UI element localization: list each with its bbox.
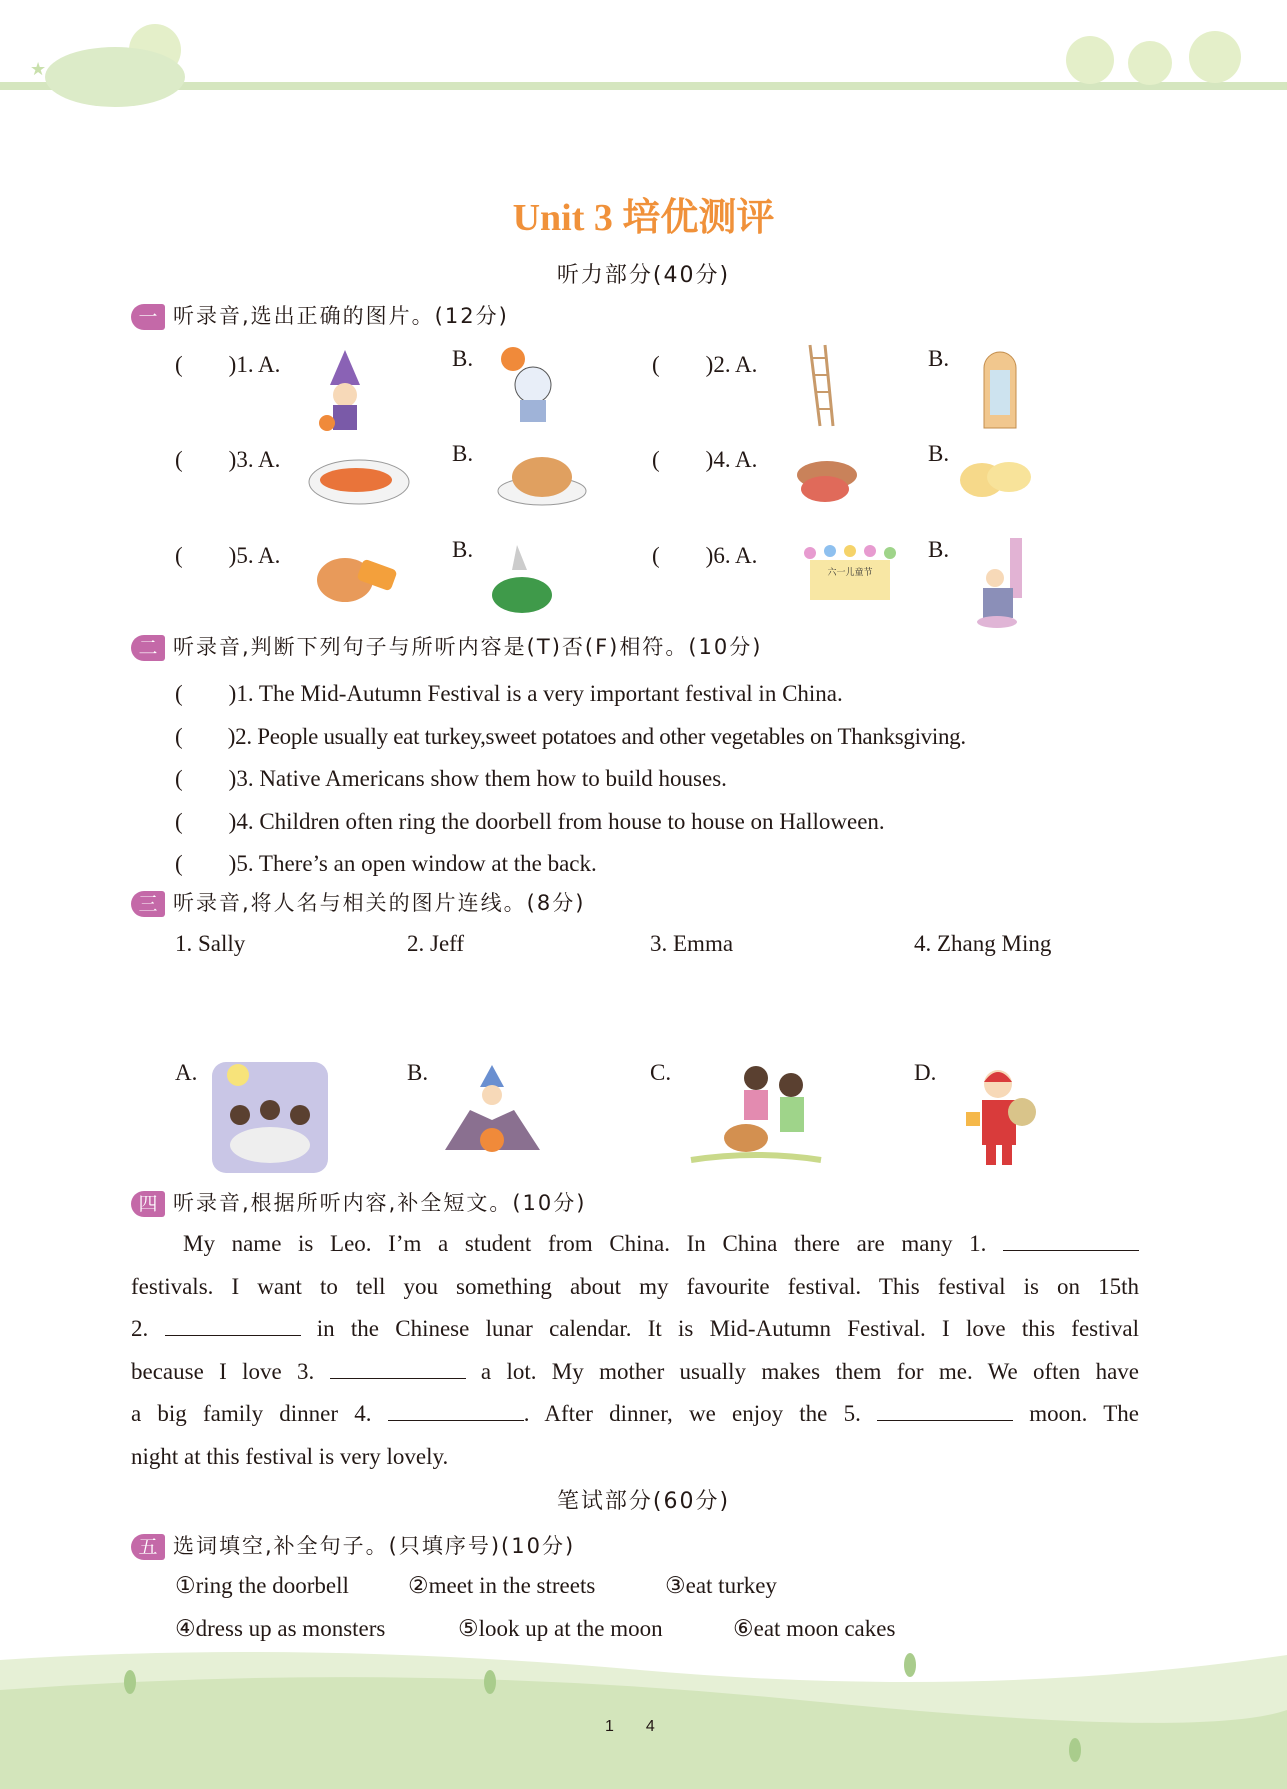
option-b: B. [452, 537, 474, 562]
section-title: 听录音,根据所听内容,补全短文。(10分) [173, 1191, 587, 1215]
word-option-4: ④dress up as monsters [175, 1616, 386, 1641]
passage-line [131, 1351, 1139, 1394]
childrens-day-picture [780, 545, 920, 610]
text: in the Chinese lunar calendar. It is Mid-Autumn Festival. I love this festival [316, 1316, 1139, 1341]
text: a lot. My mother usually makes them for me. We often have [480, 1358, 1140, 1384]
text: a big family dinner 4. [131, 1401, 372, 1426]
name-zhang-ming: 4. Zhang Ming [914, 931, 1052, 956]
name-emma: 3. Emma [650, 931, 734, 956]
statement-2: ( )2. People usually eat turkey,sweet potatoes and other vegetables on Thanksgiving. [175, 724, 966, 749]
witch-picture [315, 345, 375, 435]
blank-1[interactable] [1003, 1232, 1139, 1251]
window-picture [980, 348, 1020, 430]
section-badge: 四 [131, 1191, 165, 1217]
word-option-1: ①ring the doorbell [175, 1573, 349, 1598]
word-option-5: ⑤look up at the moon [458, 1616, 663, 1641]
text: My name is Leo. I’m a student from China. In China there are many 1. [183, 1231, 987, 1256]
statement-3: ( )3. Native Americans show them how to build houses. [175, 766, 727, 791]
section-3-heading [131, 887, 585, 917]
section-4-heading [131, 1187, 586, 1217]
green-monster-picture [487, 545, 557, 617]
passage-line [131, 1223, 1139, 1266]
picture-label-d: D. [914, 1060, 937, 1085]
passage-line [131, 1393, 1139, 1436]
question-1-4: ( )4. A. [652, 447, 758, 472]
question-1-1: ( )1. A. [175, 352, 281, 377]
text: 2. [131, 1316, 149, 1341]
text: moon. The [1029, 1401, 1139, 1426]
question-1-5: ( )5. A. [175, 543, 281, 568]
option-b: B. [452, 346, 474, 371]
page-title: Unit 3 培优测评 [512, 197, 775, 239]
passage-line [131, 1308, 1139, 1351]
blank-2[interactable] [165, 1317, 301, 1336]
question-1-2: ( )2. A. [652, 352, 758, 377]
word-option-2: ②meet in the streets [408, 1573, 596, 1598]
option-b: B. [928, 346, 950, 371]
section-badge: 三 [131, 891, 165, 917]
writing-part-heading: 笔试部分(60分) [556, 1489, 731, 1514]
monster-picture [495, 345, 570, 435]
text: because I love 3. [131, 1358, 315, 1384]
option-b: B. [928, 441, 950, 466]
section-title: 听录音,判断下列句子与所听内容是(T)否(F)相符。(10分) [173, 635, 763, 659]
statement-4: ( )4. Children often ring the doorbell from house to house on Halloween. [175, 809, 885, 834]
passage-line: night at this festival is very lovely. [131, 1443, 449, 1469]
fish-dish-picture [308, 452, 410, 507]
statement-5: ( )5. There’s an open window at the back. [175, 851, 597, 876]
name-sally: 1. Sally [175, 931, 246, 956]
word-option-3: ③eat turkey [665, 1573, 777, 1598]
thanksgiving-children-picture [686, 1060, 826, 1170]
moon-cakes-picture [315, 550, 400, 605]
section-5-heading [131, 1530, 575, 1560]
picture-label-c: C. [650, 1060, 672, 1085]
name-jeff: 2. Jeff [407, 931, 465, 956]
blank-3[interactable] [330, 1360, 466, 1379]
passage-line: festivals. I want to tell you something about my favourite festival. This festival is on 15th [131, 1273, 1139, 1299]
listening-part-heading: 听力部分(40分) [556, 263, 731, 288]
picture-label-a: A. [175, 1060, 198, 1085]
halloween-bat-costume-picture [440, 1065, 545, 1160]
statement-1: ( )1. The Mid-Autumn Festival is a very important festival in China. [175, 681, 843, 706]
passage [131, 1223, 1139, 1478]
option-b: B. [928, 537, 950, 562]
picture-label-b: B. [407, 1060, 429, 1085]
section-badge: 二 [131, 635, 165, 661]
section-title: 听录音,选出正确的图片。(12分) [173, 304, 509, 328]
page-number: 1 4 [605, 1718, 655, 1735]
santa-claus-picture [960, 1062, 1040, 1170]
mid-autumn-family-picture [210, 1060, 330, 1175]
section-1-heading [131, 300, 509, 330]
option-b: B. [452, 441, 474, 466]
question-1-6: ( )6. A. [652, 543, 758, 568]
family-picture [975, 538, 1027, 630]
banner-text: 六一儿童节 [827, 567, 873, 577]
word-option-6: ⑥eat moon cakes [733, 1616, 896, 1641]
text: . After dinner, we enjoy the 5. [523, 1401, 861, 1426]
sweet-potatoes-picture [795, 455, 860, 505]
section-title: 选词填空,补全句子。(只填序号)(10分) [173, 1534, 576, 1558]
section-badge: 五 [131, 1534, 165, 1560]
question-1-3: ( )3. A. [175, 447, 281, 472]
section-2-heading [131, 631, 762, 661]
sun-cloud-decoration [20, 5, 200, 115]
svg-text:★: ★ [30, 59, 47, 79]
bread-picture [957, 455, 1033, 507]
animal-faces-decoration [1055, 25, 1255, 90]
turkey-picture [497, 445, 587, 507]
section-badge: 一 [131, 304, 165, 330]
section-title: 听录音,将人名与相关的图片连线。(8分) [173, 891, 586, 915]
blank-5[interactable] [877, 1402, 1013, 1421]
ladder-picture [805, 343, 835, 428]
blank-4[interactable] [388, 1402, 524, 1421]
